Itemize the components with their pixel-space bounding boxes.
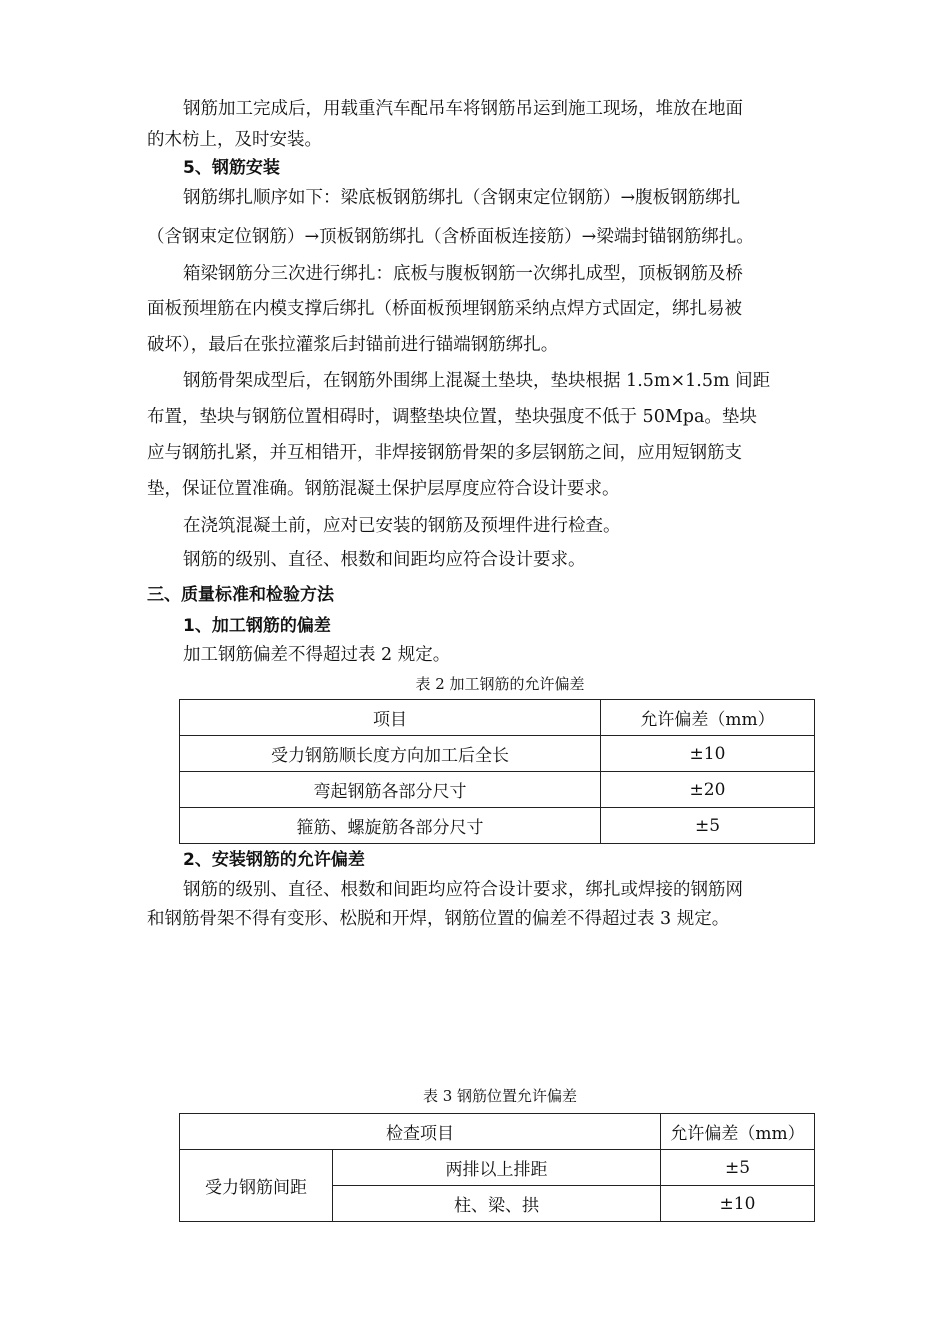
paragraph-line: 钢筋的级别、直径、根数和间距均应符合设计要求。 — [183, 550, 586, 570]
paragraph-line: （含钢束定位钢筋）→顶板钢筋绑扎（含桥面板连接筋）→梁端封锚钢筋绑扎。 — [147, 227, 754, 247]
table-cell: ±10 — [601, 736, 815, 772]
header-cell: 允许偏差（mm） — [661, 1114, 815, 1150]
table-cell: 受力钢筋顺长度方向加工后全长 — [180, 736, 601, 772]
paragraph-line: 的木枋上，及时安装。 — [147, 130, 322, 150]
paragraph-line: 钢筋加工完成后，用载重汽车配吊车将钢筋吊运到施工现场，堆放在地面 — [183, 99, 743, 119]
table-cell: 箍筋、螺旋筋各部分尺寸 — [180, 808, 601, 844]
paragraph-line: 在浇筑混凝土前，应对已安装的钢筋及预埋件进行检查。 — [183, 516, 621, 536]
table-row — [180, 1150, 815, 1186]
table-cell: ±5 — [661, 1150, 815, 1186]
paragraph-line: 钢筋绑扎顺序如下：梁底板钢筋绑扎（含钢束定位钢筋）→腹板钢筋绑扎 — [183, 188, 741, 208]
paragraph-line: 钢筋骨架成型后，在钢筋外围绑上混凝土垫块，垫块根据 1.5m×1.5m 间距 — [183, 371, 771, 391]
paragraph-line: 加工钢筋偏差不得超过表 2 规定。 — [183, 645, 451, 665]
group-cell: 受力钢筋间距 — [180, 1150, 333, 1222]
table-cell: ±10 — [661, 1186, 815, 1222]
header-cell: 检查项目 — [180, 1114, 661, 1150]
section-heading: 5、钢筋安装 — [183, 158, 280, 178]
section-heading: 三、质量标准和检验方法 — [147, 585, 334, 605]
table-cell: ±20 — [601, 772, 815, 808]
table-3 — [179, 1113, 815, 1222]
paragraph-line: 破坏），最后在张拉灌浆后封锚前进行锚端钢筋绑扎。 — [147, 335, 559, 355]
paragraph-line: 垫，保证位置准确。钢筋混凝土保护层厚度应符合设计要求。 — [147, 479, 620, 499]
subsection-heading: 2、安装钢筋的允许偏差 — [183, 850, 365, 870]
table-cell: ±5 — [601, 808, 815, 844]
paragraph-line: 应与钢筋扎紧，并互相错开，非焊接钢筋骨架的多层钢筋之间，应用短钢筋支 — [147, 443, 742, 463]
paragraph-line: 箱梁钢筋分三次进行绑扎：底板与腹板钢筋一次绑扎成型，顶板钢筋及桥 — [183, 264, 743, 284]
header-cell: 允许偏差（mm） — [601, 700, 815, 736]
table-row — [180, 772, 815, 808]
table-cell: 弯起钢筋各部分尺寸 — [180, 772, 601, 808]
paragraph-line: 布置，垫块与钢筋位置相碍时，调整垫块位置，垫块强度不低于 50Mpa。垫块 — [147, 407, 757, 427]
table-header-row — [180, 1114, 815, 1150]
table-2-caption: 表 2 加工钢筋的允许偏差 — [415, 675, 585, 693]
table-row — [180, 808, 815, 844]
table-3-caption: 表 3 钢筋位置允许偏差 — [422, 1087, 578, 1105]
header-cell: 项目 — [180, 700, 601, 736]
table-cell: 柱、梁、拱 — [333, 1186, 661, 1222]
paragraph-line: 钢筋的级别、直径、根数和间距均应符合设计要求，绑扎或焊接的钢筋网 — [183, 880, 743, 900]
table-row — [180, 736, 815, 772]
paragraph-line: 面板预埋筋在内模支撑后绑扎（桥面板预埋钢筋采纳点焊方式固定，绑扎易被 — [147, 299, 742, 319]
subsection-heading: 1、加工钢筋的偏差 — [183, 616, 331, 636]
table-cell: 两排以上排距 — [333, 1150, 661, 1186]
table-2 — [179, 699, 815, 844]
table-header-row — [180, 700, 815, 736]
paragraph-line: 和钢筋骨架不得有变形、松脱和开焊，钢筋位置的偏差不得超过表 3 规定。 — [147, 909, 730, 929]
